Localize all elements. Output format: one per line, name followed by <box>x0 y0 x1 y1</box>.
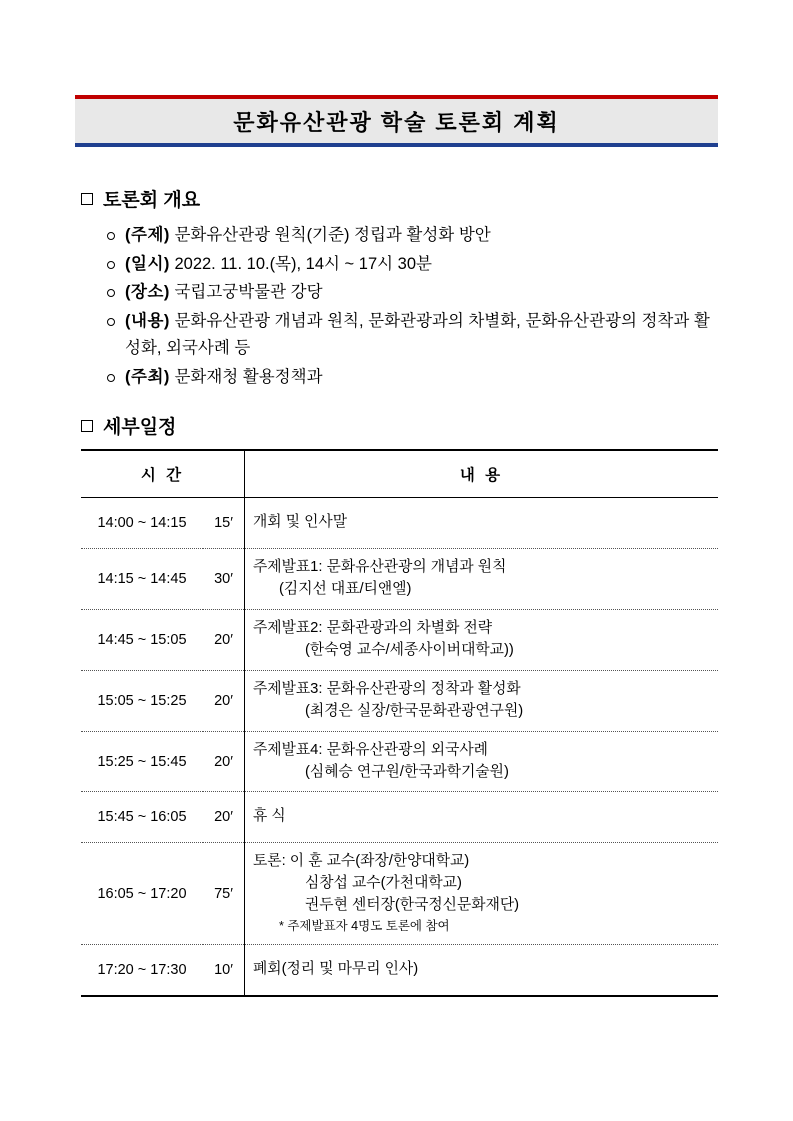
square-bullet-icon <box>81 420 93 432</box>
page-title: 문화유산관광 학술 토론회 계획 <box>233 109 560 135</box>
list-item-label-b: 시) <box>147 254 170 273</box>
list-item-text: 문화유산관광 개념과 원칙, 문화관광과의 차별화, 문화유산관광의 정착과 활성화, 외국사례 등 <box>125 312 710 357</box>
table-row <box>81 670 718 731</box>
content-line-note <box>253 917 718 936</box>
circle-bullet-icon <box>107 261 115 269</box>
list-item-text: 2022. 11. 10.(목), 14시 ~ 17시 30분 <box>174 254 432 273</box>
list-item-label-b: 제) <box>147 226 170 244</box>
circle-bullet-icon <box>107 318 115 326</box>
list-item-label: (일 <box>125 254 148 273</box>
content-line-sub <box>253 873 718 895</box>
cell-duration: 20′ <box>203 792 245 843</box>
cell-time-range: 16:05 ~ 17:20 <box>97 885 187 902</box>
content-line: 주제발표1: 문화유산관광의 개념과 원칙 <box>253 559 507 576</box>
list-item-label-b: 최) <box>147 367 170 386</box>
schedule-table <box>81 449 718 996</box>
list-item <box>107 364 718 391</box>
content-line: 주제발표4: 문화유산관광의 외국사례 <box>253 741 488 758</box>
list-item-text: 국립고궁박물관 강당 <box>174 283 323 302</box>
content-line: 폐회(정리 및 마무리 인사) <box>253 960 419 977</box>
list-item <box>107 279 718 306</box>
cell-duration: 20′ <box>203 610 245 671</box>
cell-duration: 20′ <box>203 731 245 792</box>
cell-content <box>245 549 719 610</box>
circle-bullet-icon <box>107 289 115 297</box>
list-item-body <box>125 251 718 278</box>
content-line-text: (심혜승 연구원/한국과학기술원) <box>305 763 509 780</box>
cell-duration: 15′ <box>203 498 245 549</box>
list-item-label-b: 소) <box>147 283 170 302</box>
column-header-time: 시 간 <box>81 450 245 498</box>
content-line-sub <box>253 762 718 784</box>
list-item-label: (장 <box>125 283 148 302</box>
cell-duration: 75′ <box>203 843 245 944</box>
overview-list <box>75 222 718 390</box>
cell-content <box>245 843 719 944</box>
content-line-text: 권두현 센터장(한국정신문화재단) <box>305 897 520 914</box>
cell-duration: 30′ <box>203 549 245 610</box>
cell-time-range: 17:20 ~ 17:30 <box>97 961 187 978</box>
content-line-text: (한숙영 교수/세종사이버대학교)) <box>305 641 514 658</box>
list-item-text: 문화유산관광 원칙(기준) 정립과 활성화 방안 <box>174 226 491 244</box>
content-line-sub <box>253 895 718 917</box>
list-item <box>107 308 718 361</box>
cell-content <box>245 498 719 549</box>
content-line-text: (최경은 실장/한국문화관광연구원) <box>305 702 524 719</box>
table-body <box>81 498 718 996</box>
content-line: 주제발표2: 문화관광과의 차별화 전략 <box>253 620 493 637</box>
table-row <box>81 731 718 792</box>
cell-content <box>245 670 719 731</box>
document-title-banner <box>75 95 718 147</box>
content-line-text: * 주제발표자 4명도 토론에 참여 <box>279 919 450 934</box>
circle-bullet-icon <box>107 374 115 382</box>
list-item-body <box>125 279 718 306</box>
table-row <box>81 498 718 549</box>
section-heading-label: 토론회 개요 <box>103 190 201 211</box>
list-item-label: (주 <box>125 226 148 244</box>
cell-content <box>245 610 719 671</box>
content-line: 개회 및 인사말 <box>253 514 347 531</box>
cell-duration: 20′ <box>203 670 245 731</box>
table-head <box>81 450 718 498</box>
section-heading-overview <box>81 185 718 212</box>
cell-time-range: 15:25 ~ 15:45 <box>97 753 187 770</box>
content-line-sub <box>253 579 718 601</box>
cell-time-range: 14:45 ~ 15:05 <box>97 631 187 648</box>
content-line: 주제발표3: 문화유산관광의 정착과 활성화 <box>253 680 521 697</box>
content-line-text: (김지선 대표/티앤엘) <box>279 581 412 598</box>
cell-time-range: 15:05 ~ 15:25 <box>97 692 187 709</box>
cell-content <box>245 731 719 792</box>
table-row <box>81 549 718 610</box>
list-item-text: 문화재청 활용정책과 <box>174 367 323 386</box>
content-line-sub <box>253 640 718 662</box>
cell-time-range: 14:15 ~ 14:45 <box>97 571 187 588</box>
list-item-label: (내 <box>125 312 148 331</box>
circle-bullet-icon <box>107 232 115 240</box>
content-line: 휴 식 <box>253 808 286 825</box>
list-item-body <box>125 222 718 249</box>
table-header-row <box>81 450 718 498</box>
content-line: 토론: 이 훈 교수(좌장/한양대학교) <box>253 853 470 870</box>
table-row <box>81 610 718 671</box>
column-header-content: 내 용 <box>245 450 719 498</box>
list-item-body <box>125 308 718 361</box>
list-item-label: (주 <box>125 367 148 386</box>
list-item-body <box>125 364 718 391</box>
content-line-sub <box>253 701 718 723</box>
table-row <box>81 843 718 944</box>
list-item <box>107 251 718 278</box>
list-item-label-b: 용) <box>147 312 170 331</box>
list-item <box>107 222 718 249</box>
section-heading-label: 세부일정 <box>103 417 177 439</box>
cell-content <box>245 944 719 996</box>
cell-content <box>245 792 719 843</box>
content-line-text: 심창섭 교수(가천대학교) <box>305 875 462 892</box>
cell-time-range: 15:45 ~ 16:05 <box>97 809 187 826</box>
cell-duration: 10′ <box>203 944 245 996</box>
table-row <box>81 944 718 996</box>
cell-time-range: 14:00 ~ 14:15 <box>97 515 187 532</box>
table-row <box>81 792 718 843</box>
square-bullet-icon <box>81 193 93 205</box>
section-heading-schedule <box>81 412 718 439</box>
